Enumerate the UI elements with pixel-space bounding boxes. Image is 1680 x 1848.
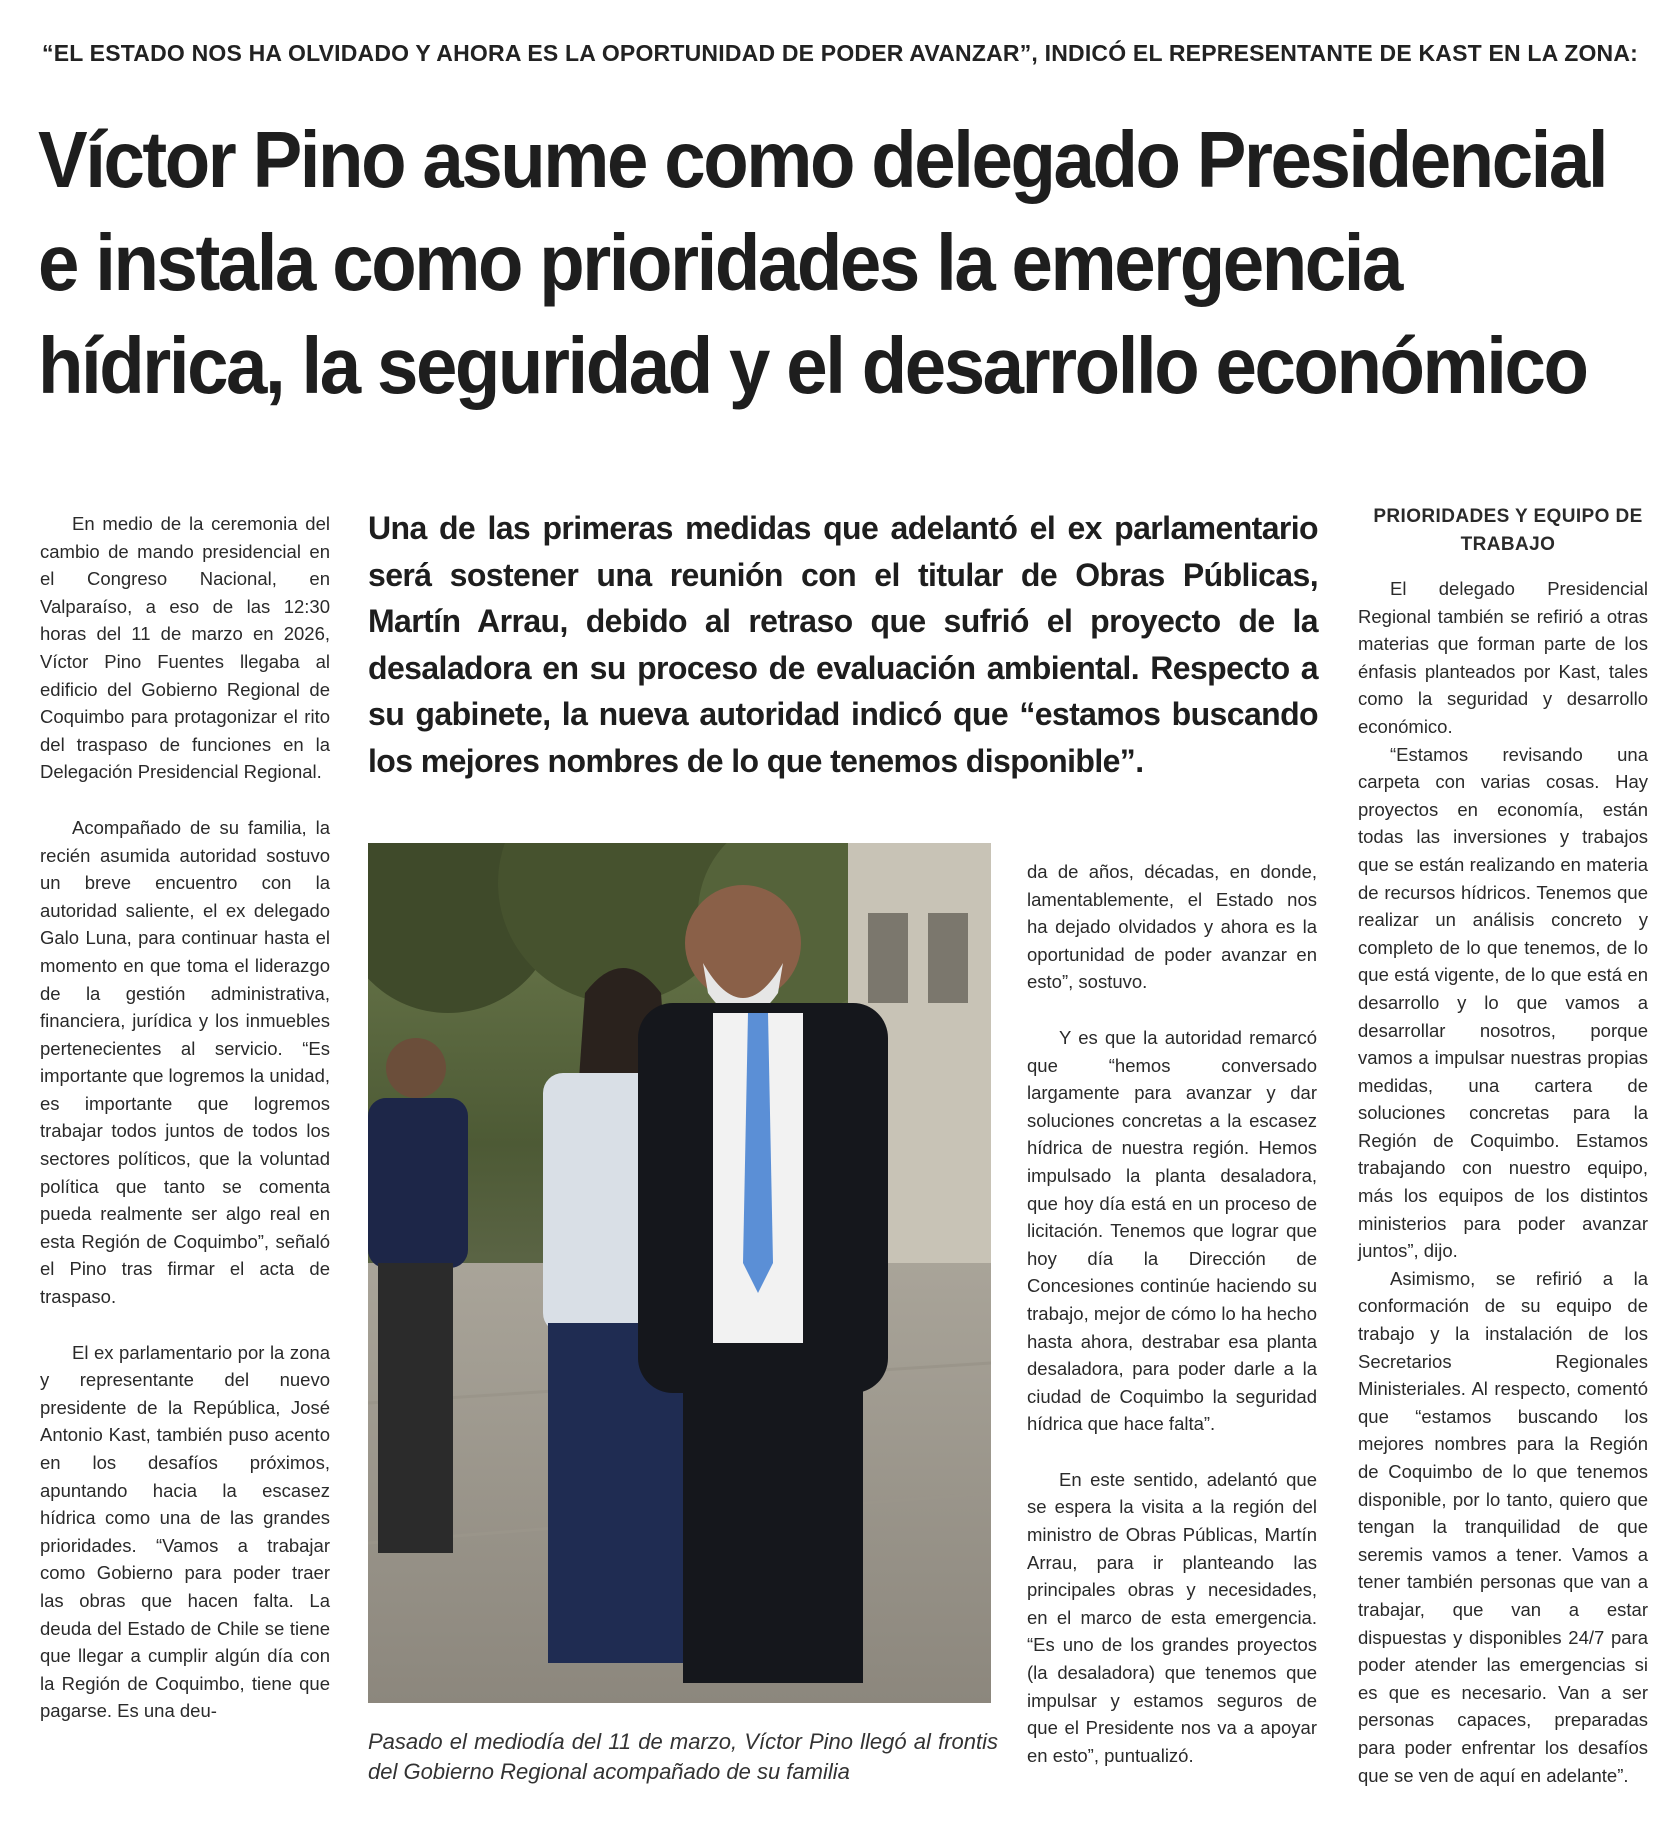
headline-line-3: hídrica, la seguridad y el desarrollo económico bbox=[38, 321, 1587, 410]
article-column-1 bbox=[40, 510, 330, 1753]
paragraph: Acompañado de su familia, la recién asumida autoridad sostuvo un breve encuentro con la autoridad saliente, el ex delegado Galo Luna, para continuar hasta el momento en que toma el liderazgo de la gestión administrativa, financiera, jurídica y los inmuebles pertenecientes al servicio. “Es importante que logremos la unidad, es importante que logremos trabajar todos juntos de todos los sectores políticos, que la voluntad política que tanto se comenta pueda realmente ser algo real en esta Región de Coquimbo”, señaló el Pino tras firmar el acta de traspaso. bbox=[40, 816, 331, 1308]
paragraph: El ex parlamentario por la zona y representante del nuevo presidente de la República, José Antonio Kast, también puso acento en los desafíos próximos, apuntando hacia la escasez hídrica como una de las grandes prioridades. “Vamos a trabajar como Gobierno para poder traer las obras que hacen falta. La deuda del Estado de Chile se tiene que llegar a cumplir algún día con la Región de Coquimbo, tiene que pagarse. Es una deu- bbox=[40, 1341, 330, 1722]
headline bbox=[38, 108, 1607, 417]
kicker: “EL ESTADO NOS HA OLVIDADO Y AHORA ES LA OPORTUNIDAD DE PODER AVANZAR”, INDICÓ EL REPRESENTANTE DE KAST EN LA ZONA: bbox=[42, 40, 1639, 66]
paragraph: En este sentido, adelantó que se espera la visita a la región del ministro de Obras Públicas, Martín Arrau, para ir planteando las principales obras y necesidades, en el marco de esta emergencia. “Es uno de los grandes proyectos (la desaladora) que tenemos que impulsar y estamos seguros de que el Presidente nos va a apoyar en esto”, puntualizó. bbox=[1027, 1468, 1317, 1766]
headline-line-1: Víctor Pino asume como delegado Presidencial bbox=[38, 115, 1607, 204]
paragraph: da de años, décadas, en donde, lamentablemente, el Estado nos ha dejado olvidados y ahora es la oportunidad de poder avanzar en esto”, sostuvo. bbox=[1027, 861, 1317, 993]
photo-illustration bbox=[368, 843, 991, 1703]
paragraph: “Estamos revisando una carpeta con varias cosas. Hay proyectos en economía, están todas las inversiones y trabajos que se están realizando en materia de recursos hídricos. Tenemos que realizar un análisis concreto y completo de lo que tenemos, de lo que está vigente, de lo que está en desarrollo y lo que vamos a desarrollar nosotros, porque vamos a impulsar nuestras propias medidas, una cartera de soluciones concretas para la Región de Coquimbo. Estamos trabajando con nuestro equipo, más los equipos de los distintos ministerios para poder avanzar juntos”, dijo. bbox=[1358, 743, 1648, 1262]
paragraph: En medio de la ceremonia del cambio de mando presidencial en el Congreso Nacional, en Valparaíso, a eso de las 12:30 horas del 11 de marzo en 2026, Víctor Pino Fuentes llegaba al edificio del Gobierno Regional de Coquimbo para protagonizar el rito del traspaso de funciones en la Delegación Presidencial Regional. bbox=[40, 513, 330, 783]
article-column-4 bbox=[1358, 575, 1648, 1789]
photo-caption: Pasado el mediodía del 11 de marzo, Víctor Pino llegó al frontis del Gobierno Regional acompañado de su familia bbox=[368, 1729, 998, 1784]
article-column-3 bbox=[1027, 858, 1317, 1797]
headline-line-2: e instala como prioridades la emergencia bbox=[38, 218, 1401, 307]
lead-paragraph: Una de las primeras medidas que adelantó el ex parlamentario será sostener una reunión con el titular de Obras Públicas, Martín Arrau, debido al retraso que sufrió el proyecto de la desaladora en su proceso de evaluación ambiental. Respecto a su gabinete, la nueva autoridad indicó que “estamos buscando los mejores nombres de lo que tenemos disponible”. bbox=[368, 510, 1318, 779]
paragraph: Y es que la autoridad remarcó que “hemos conversado largamente para avanzar y dar soluciones concretas a la escasez hídrica de nuestra región. Hemos impulsado la planta desaladora, que hoy día está en un proceso de licitación. Tenemos que lograr que hoy día la Dirección de Concesiones continúe haciendo su trabajo, mejor de cómo lo ha hecho hasta ahora, destrabar esa planta desaladora, para poder darle a la ciudad de Coquimbo la seguridad hídrica que hace falta”. bbox=[1027, 1026, 1318, 1435]
section-subhead: PRIORIDADES Y EQUIPO DE TRABAJO bbox=[1373, 506, 1643, 555]
news-photo bbox=[368, 843, 991, 1703]
paragraph: El delegado Presidencial Regional también se refirió a otras materias que forman parte de los énfasis planteados por Kast, tales como la seguridad y desarrollo económico. bbox=[1358, 578, 1648, 737]
paragraph: Asimismo, se refirió a la conformación de su equipo de trabajo y la instalación de los Secretarios Regionales Ministeriales. Al respecto, comentó que “estamos buscando los mejores nombres para la Región de Coquimbo de lo que tenemos disponible, por lo tanto, quiero que tengan la tranquilidad de que seremis vamos a tener. Vamos a tener también personas que van a trabajar, que van a estar dispuestas y disponibles 24/7 para poder atender las emergencias si es que es necesario. Van a ser personas capaces, preparadas para poder enfrentar los desafíos que se ven de aquí en adelante”. bbox=[1358, 1267, 1648, 1786]
